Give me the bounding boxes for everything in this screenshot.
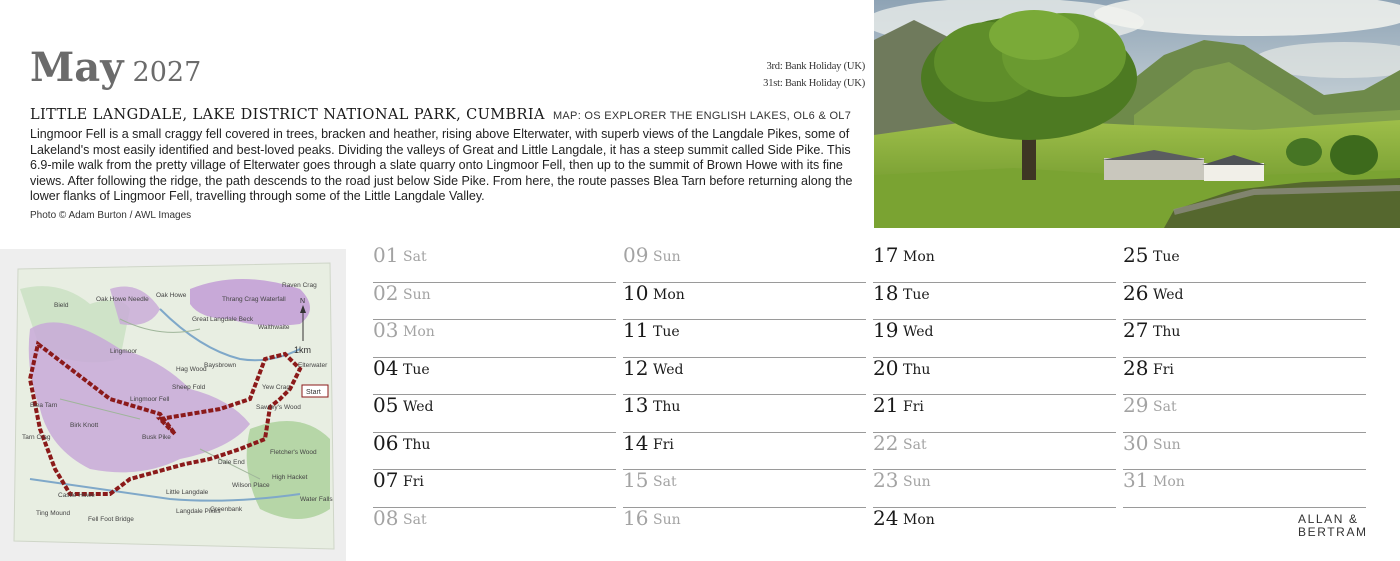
day-number: 27 — [1123, 318, 1149, 342]
map-place-label: Oak Howe — [156, 292, 187, 299]
day-number: 24 — [873, 505, 899, 530]
map-place-label: Langdale Pikes — [176, 508, 221, 515]
map-place-label: Baysbrown — [204, 362, 237, 369]
calendar-day — [1123, 245, 1366, 283]
day-number: 21 — [873, 393, 899, 417]
day-number: 13 — [623, 393, 649, 417]
map-place-label: Dale End — [218, 459, 245, 466]
year: 2027 — [132, 57, 202, 88]
day-of-week: Mon — [903, 249, 935, 265]
landscape-photo — [874, 0, 1400, 228]
day-of-week: Mon — [903, 511, 935, 528]
photo-credit: Photo © Adam Burton / AWL Images — [30, 210, 192, 221]
map-place-label: Oak Howe Needle — [96, 296, 149, 303]
calendar-day — [373, 470, 616, 508]
map-place-label: Busk Pike — [142, 434, 171, 441]
day-of-week: Sat — [903, 436, 927, 453]
day-number: 17 — [873, 243, 899, 267]
day-number: 31 — [1123, 468, 1149, 492]
day-of-week: Sat — [653, 474, 677, 490]
day-of-week: Fri — [903, 399, 924, 415]
day-of-week: Fri — [403, 474, 424, 490]
map-place-label: Water Falls — [300, 496, 333, 503]
day-of-week: Thu — [653, 399, 681, 415]
day-number: 15 — [623, 468, 649, 492]
day-number: 05 — [373, 393, 399, 417]
map-place-label: Lingmoor — [110, 348, 138, 355]
calendar-day — [873, 470, 1116, 508]
holiday-list — [763, 58, 865, 92]
day-number: 03 — [373, 318, 399, 342]
day-of-week: Wed — [653, 361, 684, 378]
day-of-week: Sun — [903, 474, 931, 490]
day-of-week: Wed — [403, 399, 434, 415]
calendar-day — [873, 355, 1116, 396]
map-place-label: Wilson Place — [232, 482, 270, 489]
day-number: 29 — [1123, 393, 1149, 417]
map-place-label: Walthwaite — [258, 324, 290, 331]
day-of-week: Fri — [1153, 361, 1174, 378]
day-number: 30 — [1123, 430, 1149, 455]
calendar-day — [373, 395, 616, 433]
day-number: 16 — [623, 505, 649, 530]
map-place-label: Castle Howe — [58, 492, 95, 499]
location-line — [30, 104, 851, 123]
day-of-week: Tue — [1153, 249, 1180, 265]
calendar-day — [873, 320, 1116, 358]
calendar-day — [873, 280, 1116, 321]
map-place-label: Sawrey's Wood — [256, 404, 301, 411]
calendar-day — [873, 245, 1116, 283]
day-of-week: Tue — [903, 286, 930, 303]
day-of-week: Mon — [1153, 474, 1185, 490]
day-of-week: Sun — [653, 511, 681, 528]
calendar-day — [1123, 430, 1366, 471]
publisher-logo — [1298, 513, 1368, 539]
route-map — [0, 249, 346, 561]
holiday-note: 31st: Bank Holiday (UK) — [763, 78, 865, 89]
day-of-week: Wed — [1153, 286, 1184, 303]
day-number: 26 — [1123, 280, 1149, 305]
day-number: 11 — [623, 318, 649, 342]
map-place-label: Tarn Crag — [22, 434, 51, 441]
day-number: 04 — [373, 355, 399, 380]
calendar-day — [623, 245, 866, 283]
calendar-day — [623, 280, 866, 321]
map-place-label: Fell Foot Bridge — [88, 516, 134, 523]
month-title — [30, 44, 202, 91]
day-of-week: Wed — [903, 324, 934, 340]
map-place-label: Raven Crag — [282, 282, 317, 289]
calendar-day — [623, 505, 866, 546]
day-of-week: Mon — [653, 286, 685, 303]
calendar-day — [873, 395, 1116, 433]
map-place-label: Great Langdale Beck — [192, 316, 254, 323]
scale-label: 1km — [294, 345, 312, 355]
map-place-label: Ting Mound — [36, 510, 71, 517]
calendar-day — [1123, 470, 1366, 508]
calendar-day — [623, 320, 866, 358]
map-place-label: Elterwater — [298, 362, 328, 369]
map-place-label: Fletcher's Wood — [270, 449, 317, 456]
day-of-week: Sun — [653, 249, 681, 265]
day-number: 12 — [623, 355, 649, 380]
day-number: 23 — [873, 468, 899, 492]
calendar-day — [873, 505, 1116, 546]
holiday-note: 3rd: Bank Holiday (UK) — [766, 61, 865, 72]
day-number: 06 — [373, 430, 399, 455]
map-place-label: High Hacket — [272, 474, 308, 481]
map-reference: MAP: OS EXPLORER THE ENGLISH LAKES, OL6 & OL7 — [552, 110, 852, 122]
calendar-day — [1123, 395, 1366, 433]
brand-line: BERTRAM — [1298, 525, 1368, 539]
map-place-label: Hag Wood — [176, 366, 207, 373]
day-of-week: Thu — [1153, 324, 1181, 340]
map-place-label: Blea Tarn — [30, 402, 58, 409]
day-of-week: Thu — [903, 361, 931, 378]
calendar-day — [1123, 280, 1366, 321]
day-number: 28 — [1123, 355, 1149, 380]
map-place-label: Yew Crag — [262, 384, 290, 391]
day-of-week: Sat — [1153, 399, 1177, 415]
day-number: 22 — [873, 430, 899, 455]
map-place-label: Thrang Crag Waterfall — [222, 296, 286, 303]
north-arrow-label: N — [300, 298, 306, 305]
day-number: 25 — [1123, 243, 1149, 267]
day-number: 08 — [373, 505, 399, 530]
month-name: May — [30, 44, 124, 91]
calendar-day — [373, 505, 616, 546]
calendar-day — [373, 320, 616, 358]
day-number: 19 — [873, 318, 899, 342]
day-number: 09 — [623, 243, 649, 267]
map-place-label: Lingmoor Fell — [130, 396, 170, 403]
day-of-week: Sun — [403, 286, 431, 303]
day-of-week: Sun — [1153, 436, 1181, 453]
day-number: 07 — [373, 468, 399, 492]
day-number: 20 — [873, 355, 899, 380]
map-place-label: Birk Knott — [70, 422, 99, 429]
day-number: 14 — [623, 430, 649, 455]
calendar-day — [623, 355, 866, 396]
calendar-day — [623, 470, 866, 508]
calendar-day — [1123, 320, 1366, 358]
day-number: 10 — [623, 280, 649, 305]
map-place-label: Bield — [54, 302, 69, 309]
map-place-label: Little Langdale — [166, 489, 209, 496]
day-number: 18 — [873, 280, 899, 305]
day-of-week: Mon — [403, 324, 435, 340]
calendar-day — [873, 430, 1116, 471]
calendar-day — [623, 395, 866, 433]
day-of-week: Thu — [403, 436, 431, 453]
calendar-day — [373, 355, 616, 396]
location-title: LITTLE LANGDALE, LAKE DISTRICT NATIONAL PARK, CUMBRIA — [30, 107, 545, 123]
map-place-label: Greenbank — [210, 506, 243, 513]
start-marker: Start — [306, 389, 321, 396]
day-of-week: Sat — [403, 511, 427, 528]
day-of-week: Fri — [653, 436, 674, 453]
map-place-label: Sheep Fold — [172, 384, 206, 391]
calendar-day — [373, 280, 616, 321]
day-of-week: Sat — [403, 249, 427, 265]
day-number: 01 — [373, 243, 399, 267]
day-of-week: Tue — [403, 361, 430, 378]
walk-description: Lingmoor Fell is a small craggy fell covered in trees, bracken and heather, rising above Elterwater, with superb views of the Langdale Pikes, some of Lakeland's most easily identified and best-loved peaks. Dividing the valleys of Great and Little Langdale, it has a steep summit called Side Pike. This 6.9-mile walk from the pretty village of Elterwater goes through a slate quarry onto Lingmoor Fell, then up to the summit of Brown Howe with its fine views. After following the ridge, the path descends to the road just below Side Pike. From here, the route passes Blea Tarn before returning along the lower flanks of Lingmoor Fell, travelling through some of the Little Langdale Valley. — [30, 127, 853, 204]
brand-line: ALLAN & — [1298, 512, 1359, 526]
day-of-week: Tue — [653, 324, 680, 340]
calendar-day — [1123, 355, 1366, 396]
day-number: 02 — [373, 280, 399, 305]
calendar-day — [373, 430, 616, 471]
calendar-day — [373, 245, 616, 283]
calendar-day — [623, 430, 866, 471]
